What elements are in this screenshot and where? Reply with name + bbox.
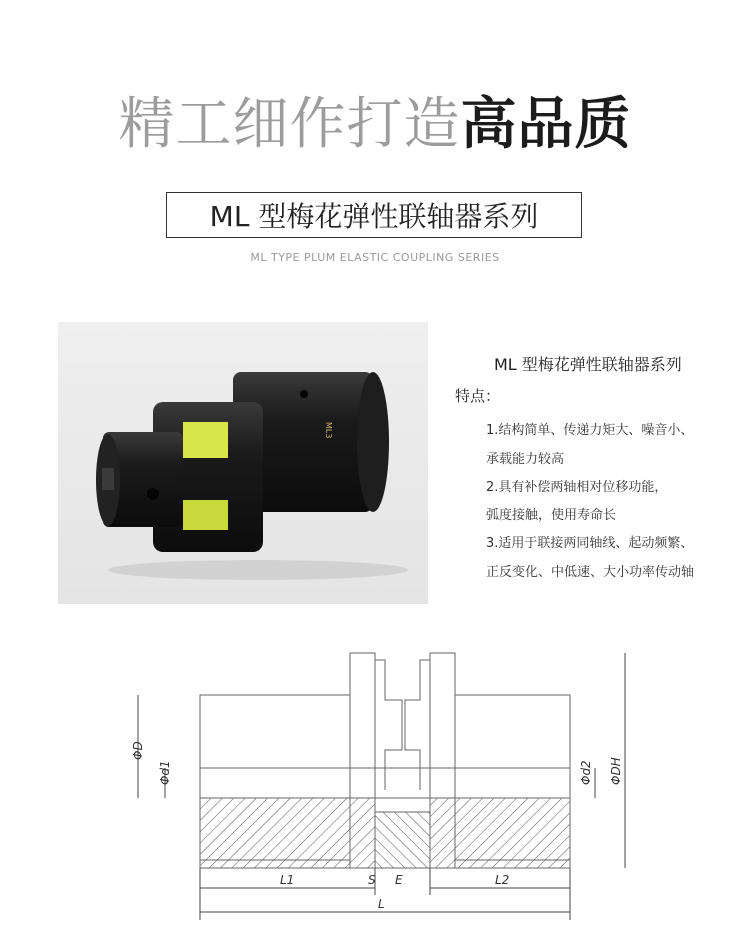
drawing-svg — [120, 640, 640, 930]
technical-drawing — [120, 640, 640, 930]
feature-line: 3.适用于联接两同轴线、起动频繁、 — [486, 536, 694, 551]
set-screw — [300, 390, 308, 398]
series-title: ML 型梅花弹性联轴器系列 — [209, 200, 539, 233]
left-flange-hatch — [350, 798, 375, 868]
label-L1: L1 — [280, 873, 295, 887]
product-photo — [58, 322, 428, 604]
label-E: E — [395, 873, 403, 887]
feature-line: 弧度接触，使用寿命长 — [486, 508, 617, 523]
label-phi-d1: Φd1 — [158, 760, 172, 785]
label-L2: L2 — [495, 873, 510, 887]
spider-insert — [183, 422, 228, 458]
keyway — [102, 468, 114, 490]
set-screw — [147, 488, 159, 500]
headline-light: 精工细作打造 — [118, 92, 461, 157]
series-title-box — [166, 192, 582, 238]
headline — [0, 80, 750, 160]
spider-hatch — [375, 812, 430, 868]
right-hub-end — [357, 372, 389, 512]
feature-line: 2.具有补偿两轴相对位移功能， — [486, 480, 668, 495]
coupling-illustration — [58, 322, 428, 604]
jaw-outline — [375, 660, 402, 790]
right-section-hatch — [430, 798, 570, 868]
shadow — [108, 560, 408, 580]
label-phi-d2: Φd2 — [579, 760, 593, 785]
spider-insert — [183, 500, 228, 530]
headline-dark: 高品质 — [460, 92, 632, 157]
feature-line: 1.结构简单、传递力矩大、噪音小、 — [486, 423, 694, 438]
label-L: L — [378, 897, 385, 911]
feature-line: 承载能力较高 — [486, 452, 565, 467]
brand-mark: ML3 — [324, 422, 333, 439]
features-title: ML 型梅花弹性联轴器系列 — [494, 355, 682, 374]
jaw-outline — [405, 660, 430, 790]
left-section-hatch — [200, 798, 350, 868]
label-phi-D: ΦD — [131, 741, 145, 760]
series-subtitle-en: ML TYPE PLUM ELASTIC COUPLING SERIES — [250, 251, 500, 264]
features-label: 特点： — [455, 387, 501, 405]
label-phi-DH: ΦDH — [609, 757, 623, 785]
label-S: S — [368, 873, 376, 887]
feature-line: 正反变化、中低速、大小功率传动轴 — [486, 565, 695, 580]
